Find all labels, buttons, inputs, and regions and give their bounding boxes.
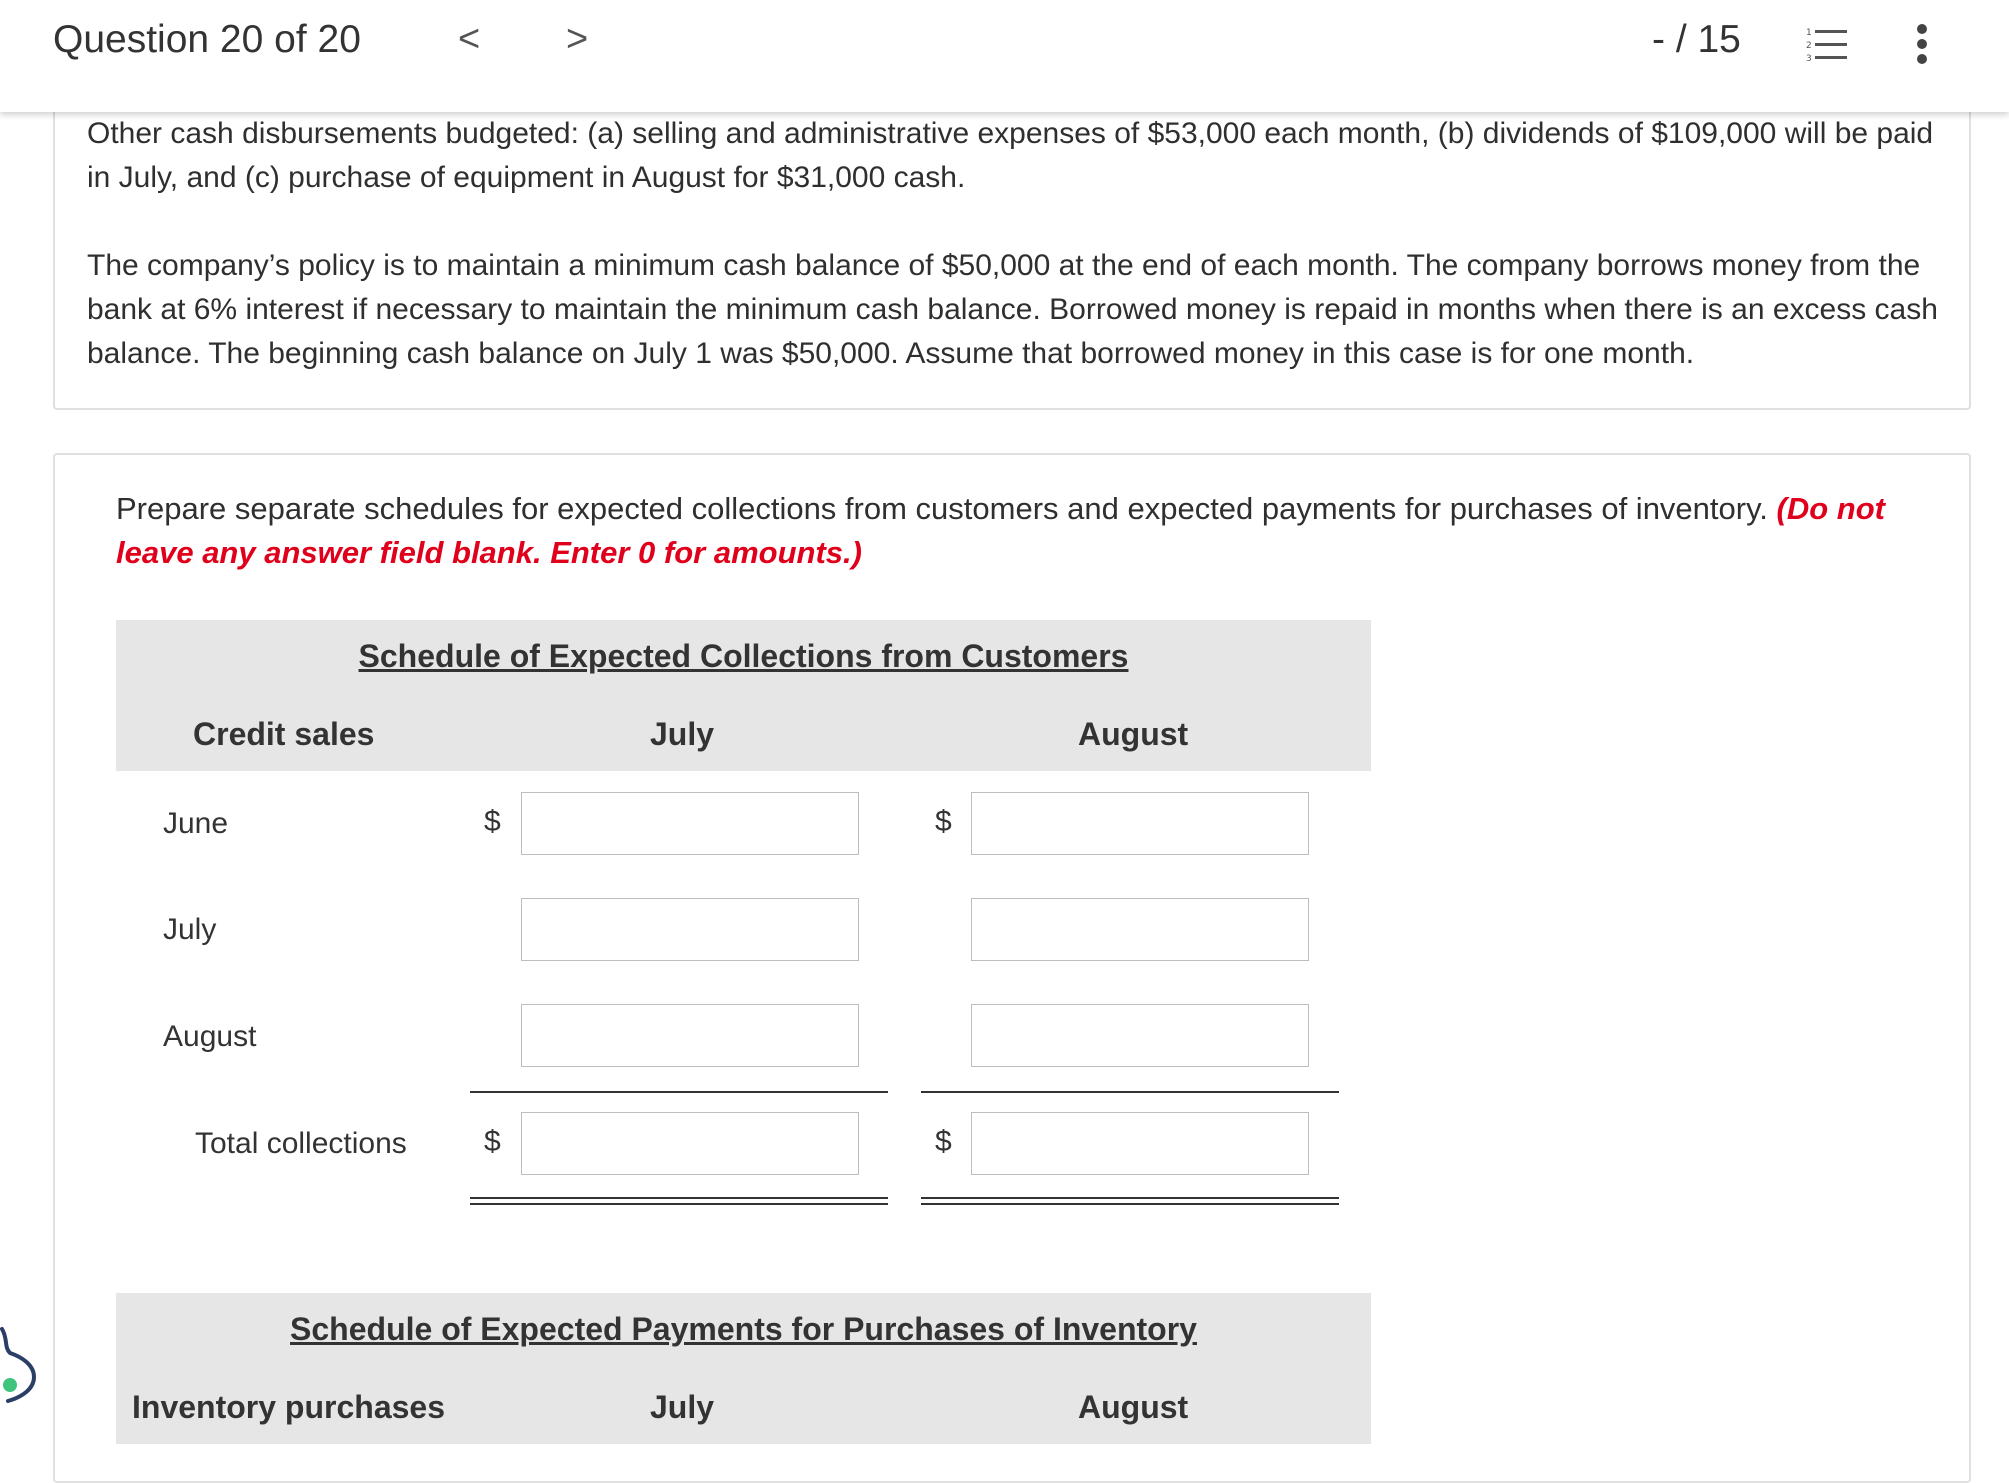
- previous-question-button[interactable]: <: [458, 18, 481, 60]
- credit-sales-column-header: Credit sales: [193, 716, 375, 752]
- row-label-june: June: [163, 807, 229, 840]
- collections-schedule-title: Schedule of Expected Collections from Customers: [358, 638, 1129, 674]
- total-double-rule-july: [470, 1197, 888, 1205]
- august-july-input[interactable]: [521, 1004, 859, 1067]
- question-counter: Question 20 of 20: [53, 18, 361, 61]
- july-august-input[interactable]: [971, 898, 1309, 961]
- july-column-header: July: [650, 716, 715, 752]
- row-label-august: August: [163, 1020, 257, 1053]
- july-july-input[interactable]: [521, 898, 859, 961]
- question-task-panel: [53, 453, 1971, 1483]
- score-display: - / 15: [1652, 18, 1741, 61]
- august-column-header: August: [1078, 1389, 1189, 1425]
- august-column-header: August: [1078, 716, 1189, 752]
- currency-symbol: $: [935, 805, 952, 838]
- subtotal-rule-july: [470, 1091, 888, 1093]
- instruction-note: (Do not leave any answer field blank. Enter 0 for amounts.): [116, 491, 1885, 570]
- task-instruction: [116, 487, 1916, 575]
- june-july-input[interactable]: [521, 792, 859, 855]
- question-context-panel: [53, 80, 1971, 410]
- question-list-icon[interactable]: [1806, 26, 1850, 69]
- subtotal-rule-august: [921, 1091, 1339, 1093]
- total-double-rule-august: [921, 1197, 1339, 1205]
- currency-symbol: $: [484, 1125, 501, 1158]
- row-label-july: July: [163, 913, 217, 946]
- instruction-text: Prepare separate schedules for expected collections from customers and expected payments for purchases of inventory.: [116, 491, 1768, 526]
- svg-text:2: 2: [1806, 41, 1812, 51]
- more-options-icon[interactable]: [1914, 22, 1930, 71]
- payments-schedule-header: [116, 1293, 1371, 1444]
- svg-text:3: 3: [1806, 54, 1812, 64]
- july-column-header: July: [650, 1389, 715, 1425]
- total-august-input[interactable]: [971, 1112, 1309, 1175]
- june-august-input[interactable]: [971, 792, 1309, 855]
- context-paragraph-disbursements: Other cash disbursements budgeted: (a) selling and administrative expenses of $53,000 each month, (b) dividends of $109,000 will be paid in July, and (c) purchase of equipment in August for $31,000 cash.: [87, 117, 1934, 194]
- currency-symbol: $: [484, 805, 501, 838]
- collections-schedule-header: [116, 620, 1371, 771]
- total-collections-label: Total collections: [195, 1127, 407, 1160]
- svg-text:1: 1: [1806, 28, 1812, 38]
- total-july-input[interactable]: [521, 1112, 859, 1175]
- inventory-purchases-column-header: Inventory purchases: [132, 1389, 445, 1425]
- currency-symbol: $: [935, 1125, 952, 1158]
- payments-schedule-title: Schedule of Expected Payments for Purchases of Inventory: [290, 1311, 1197, 1347]
- context-paragraph-policy: The company’s policy is to maintain a minimum cash balance of $50,000 at the end of each month. The company borrows money from the bank at 6% interest if necessary to maintain the minimum cash balance. Borrowed money is repaid in months when there is an excess cash balance. The beginning cash balance on July 1 was $50,000. Assume that borrowed money in this case is for one month.: [87, 249, 1938, 370]
- next-question-button[interactable]: >: [566, 18, 589, 60]
- august-august-input[interactable]: [971, 1004, 1309, 1067]
- side-assistant-icon[interactable]: [0, 1325, 40, 1420]
- top-bar: [0, 0, 2009, 112]
